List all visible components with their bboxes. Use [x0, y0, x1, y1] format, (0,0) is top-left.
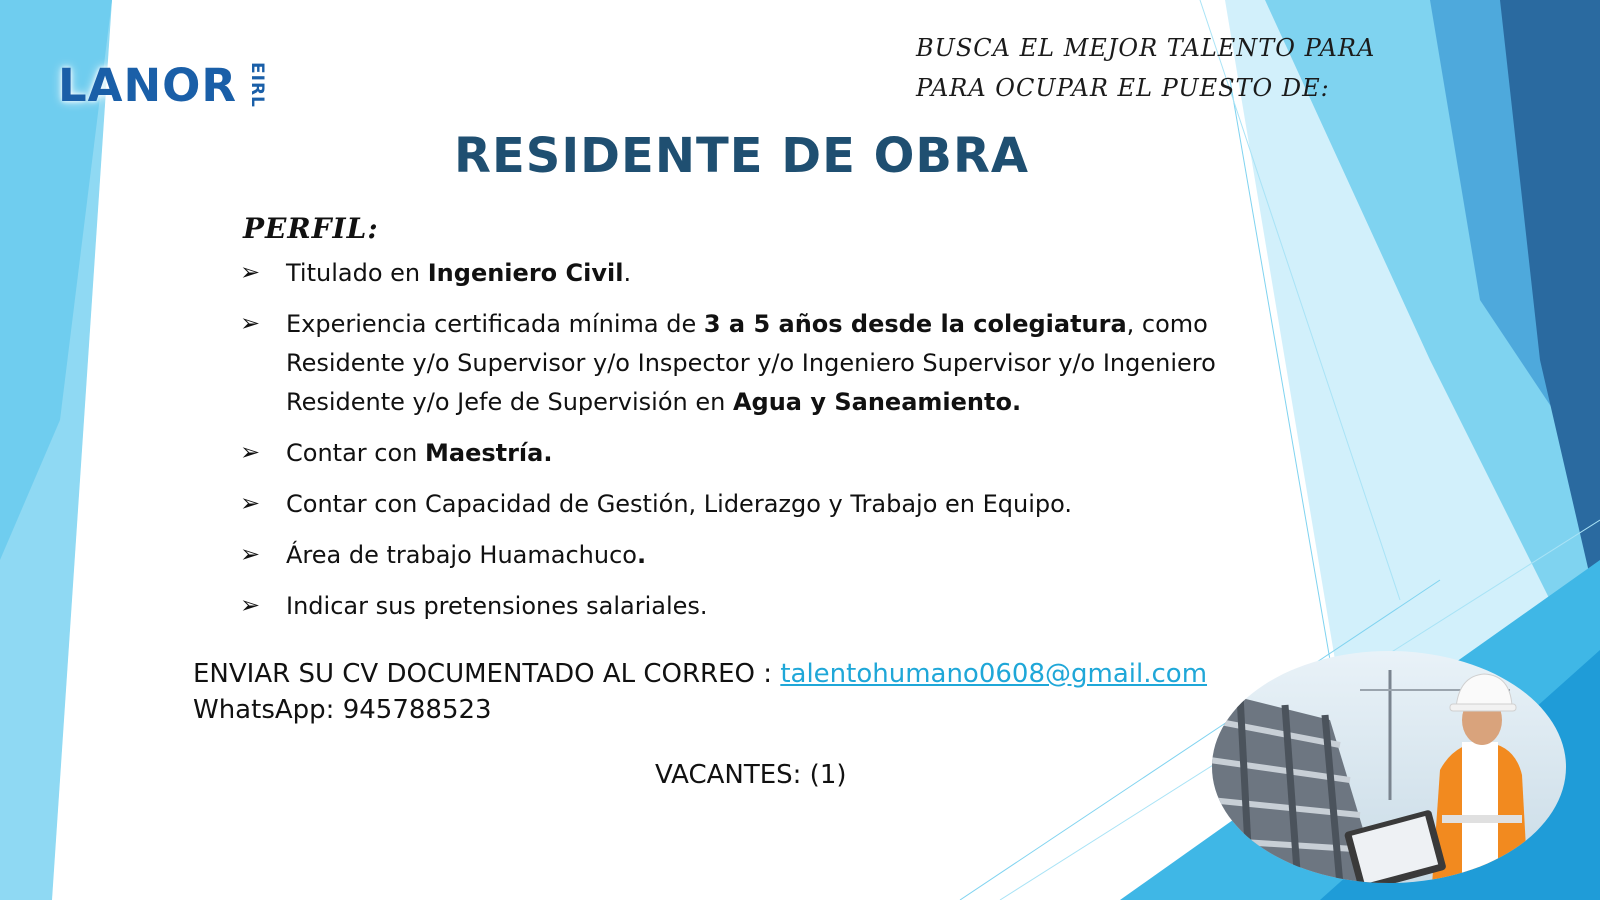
tagline: [916, 28, 1375, 108]
whatsapp-label: WhatsApp:: [193, 695, 343, 725]
logo-suffix: EIRL: [247, 62, 268, 108]
tagline-line-2: PARA OCUPAR EL PUESTO DE:: [916, 74, 1330, 102]
job-title: RESIDENTE DE OBRA: [454, 128, 1030, 184]
requirement-item: [240, 254, 1260, 293]
requirement-text: Experiencia certificada mínima de: [286, 310, 704, 338]
email-line: [193, 656, 1207, 692]
arrow-bullet-icon: ➢: [240, 591, 261, 619]
requirement-item: [240, 536, 1260, 575]
requirements-list: [240, 254, 1260, 638]
requirement-item: [240, 485, 1260, 524]
requirement-text: Titulado en: [286, 259, 428, 287]
requirement-text: .: [623, 259, 632, 287]
requirement-text: Indicar sus pretensiones salariales.: [286, 592, 708, 620]
requirement-emphasis: .: [636, 541, 647, 569]
contact-block: [193, 656, 1207, 728]
requirement-text: , como Residente y/o Supervisor y/o Inspector y/o Ingeniero Supervisor y/o Ingeniero Residente y/o Jefe de Supervisión en: [286, 310, 1216, 416]
requirement-emphasis: Ingeniero Civil: [427, 259, 624, 287]
requirement-text: Área de trabajo Huamachuco: [286, 541, 637, 569]
requirement-text: Contar con Capacidad de Gestión, Liderazgo y Trabajo en Equipo.: [286, 490, 1073, 518]
whatsapp-number: 945788523: [342, 695, 492, 725]
requirement-emphasis: 3 a 5 años desde la colegiatura: [703, 310, 1127, 338]
tagline-line-1: BUSCA EL MEJOR TALENTO PARA: [916, 34, 1376, 62]
requirement-item: [240, 434, 1260, 473]
profile-heading: PERFIL:: [243, 212, 379, 245]
arrow-bullet-icon: ➢: [240, 489, 261, 517]
arrow-bullet-icon: ➢: [240, 258, 261, 286]
email-link[interactable]: talentohumano0608@gmail.com: [780, 659, 1208, 689]
requirement-emphasis: Agua y Saneamiento.: [732, 388, 1022, 416]
logo-text: LANOR: [58, 58, 238, 112]
requirement-item: [240, 305, 1260, 422]
whatsapp-line: [193, 692, 1207, 728]
arrow-bullet-icon: ➢: [240, 540, 261, 568]
requirement-text: Contar con: [286, 439, 425, 467]
company-logo: [58, 50, 267, 120]
arrow-bullet-icon: ➢: [240, 309, 261, 337]
vacancies-count: VACANTES: (1): [655, 760, 847, 790]
requirement-item: [240, 587, 1260, 626]
requirement-emphasis: Maestría.: [424, 439, 553, 467]
email-label: ENVIAR SU CV DOCUMENTADO AL CORREO :: [193, 659, 781, 689]
worker-photo: [1210, 650, 1568, 885]
arrow-bullet-icon: ➢: [240, 438, 261, 466]
